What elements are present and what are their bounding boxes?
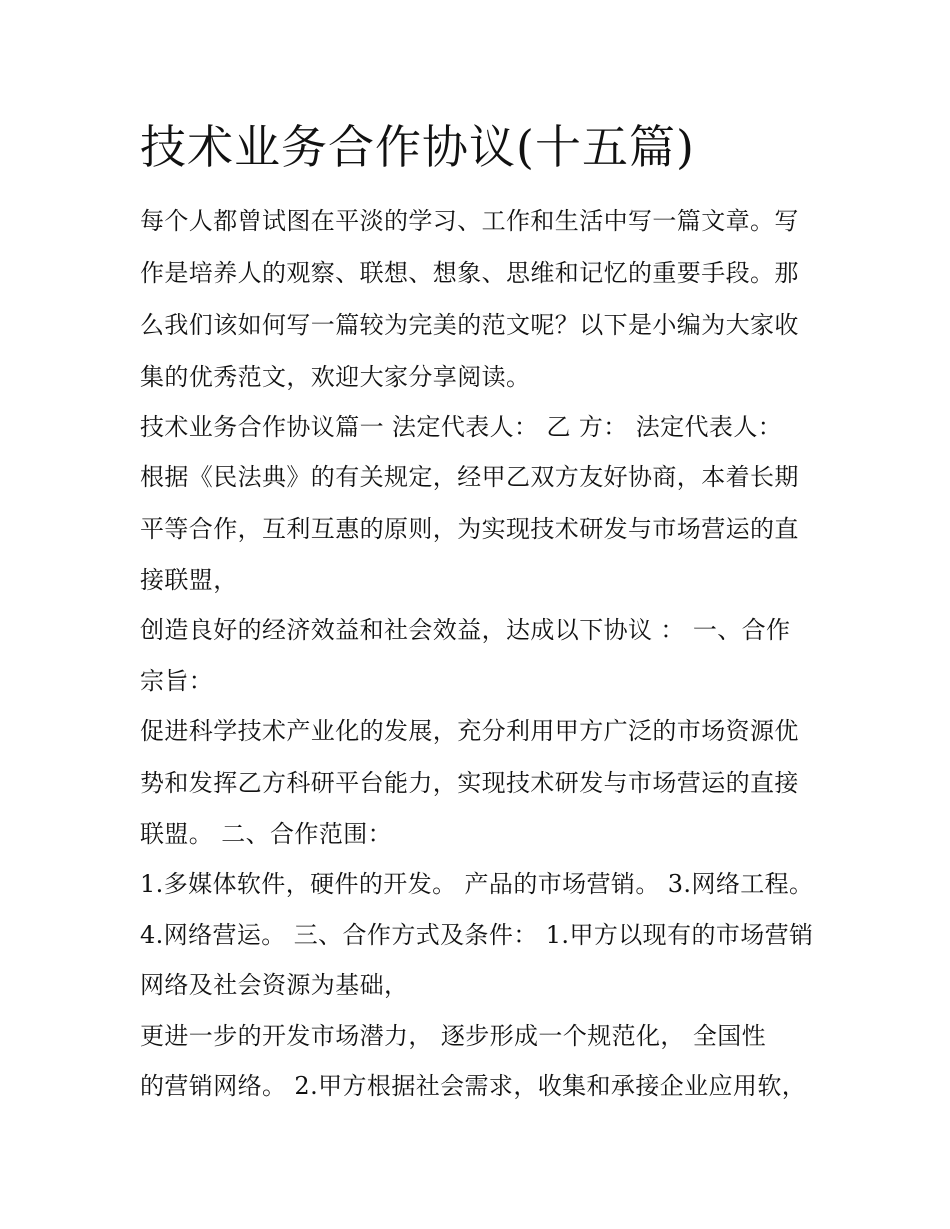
body-line-1: 每个人都曾试图在平淡的学习、工作和生活中写一篇文章。写 <box>140 207 799 235</box>
document-title: 技术业务合作协议(十五篇) <box>140 120 695 174</box>
body-line-6: 根据《民法典》的有关规定，经甲乙双方友好协商，本着长期 <box>140 463 799 491</box>
body-line-14: 1.多媒体软件，硬件的开发。 产品的市场营销。 3.网络工程。 <box>140 870 814 898</box>
body-line-8: 接联盟， <box>140 566 238 594</box>
body-line-12: 势和发挥乙方科研平台能力，实现技术研发与市场营运的直接 <box>140 769 799 797</box>
body-line-16: 网络及社会资源为基础， <box>140 971 409 999</box>
body-line-18: 的营销网络。 2.甲方根据社会需求，收集和承接企业应用软， <box>140 1072 807 1100</box>
body-line-4: 集的优秀范文，欢迎大家分享阅读。 <box>140 363 531 391</box>
body-line-3: 么我们该如何写一篇较为完美的范文呢？以下是小编为大家收 <box>140 311 799 339</box>
body-line-17: 更进一步的开发市场潜力， 逐步形成一个规范化， 全国性 <box>140 1022 767 1050</box>
body-line-7: 平等合作，互利互惠的原则，为实现技术研发与市场营运的直 <box>140 515 799 543</box>
body-line-10: 宗旨： <box>140 667 214 695</box>
body-line-5: 技术业务合作协议篇一 法定代表人： 乙 方： 法定代表人： <box>140 413 783 441</box>
body-line-15: 4.网络营运。 三、合作方式及条件： 1.甲方以现有的市场营销 <box>140 921 814 949</box>
body-line-11: 促进科学技术产业化的发展，充分利用甲方广泛的市场资源优 <box>140 717 799 745</box>
body-line-9: 创造良好的经济效益和社会效益，达成以下协议 ： 一、合作 <box>140 616 791 644</box>
body-line-13: 联盟。 二、合作范围： <box>140 820 393 848</box>
body-line-2: 作是培养人的观察、联想、想象、思维和记忆的重要手段。那 <box>140 259 799 287</box>
